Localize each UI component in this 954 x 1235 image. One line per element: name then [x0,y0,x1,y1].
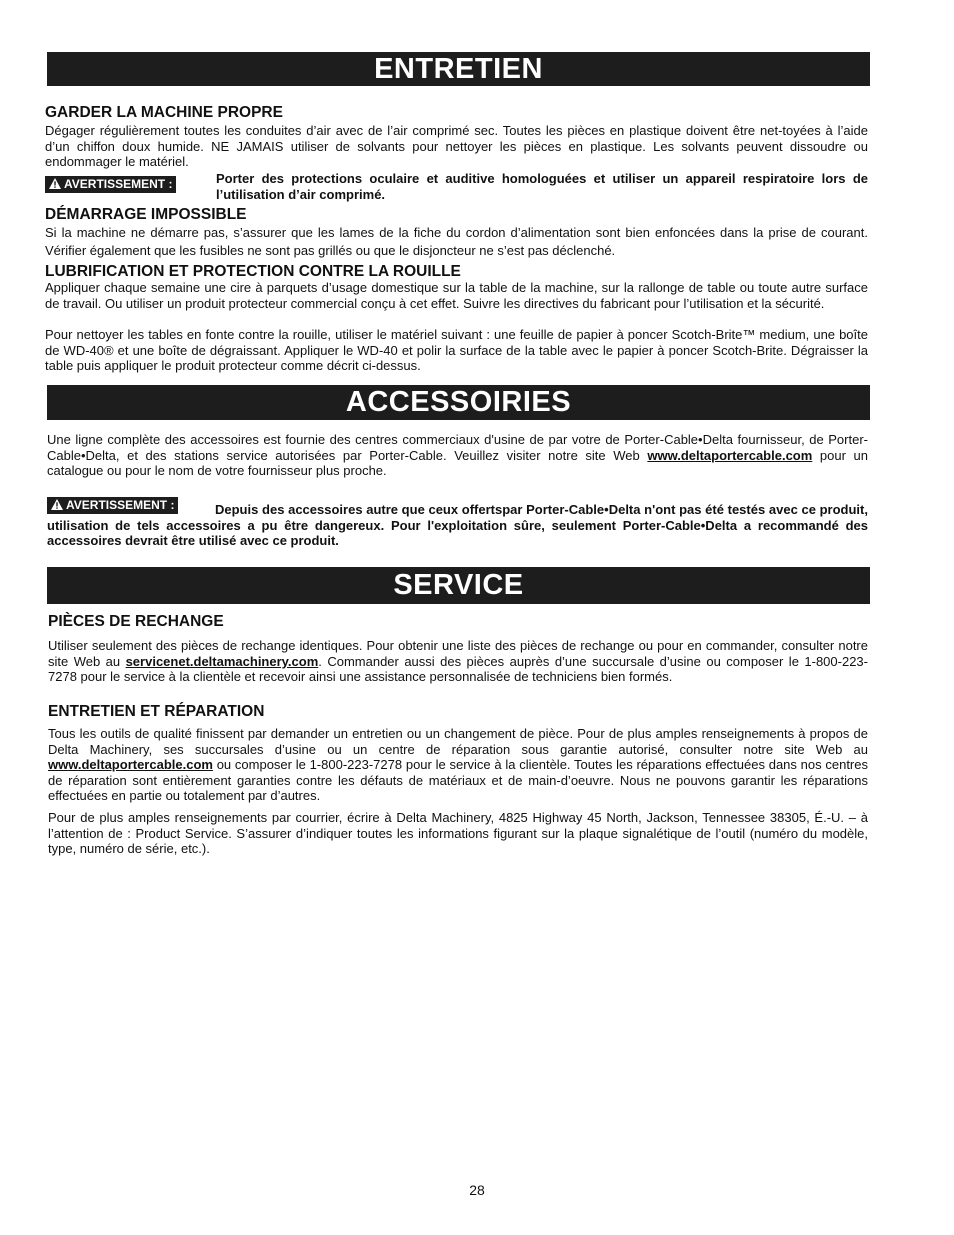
heading-lubrification: LUBRIFICATION ET PROTECTION CONTRE LA ROUILLE [45,263,461,280]
paragraph-entretien-reparation [48,726,868,804]
warning-badge-1 [45,176,176,193]
paragraph-accessoires [47,432,868,479]
section-banner-accessoires: ACCESSOIRIES [47,385,870,420]
section-banner-service: SERVICE [47,567,870,604]
heading-entretien-et-reparation: ENTRETIEN ET RÉPARATION [48,703,265,720]
paragraph-pieces-de-rechange [48,638,868,685]
link-servicenet[interactable]: servicenet.deltamachinery.com [125,653,319,669]
section-banner-entretien: ENTRETIEN [47,52,870,86]
paragraph-lubrification-2: Pour nettoyer les tables en fonte contre la rouille, utiliser le matériel suivant : une feuille de papier à poncer Scotch-Brite™ medium, une boîte de WD-40® et une boîte de dégraissant. Appliquer le WD-40 et polir la surface de la table avec le papier à poncer Scotch-Brite. Dégraisser la table puis appliquer le produit protecteur comme décrit ci-dessus. [45,327,868,374]
heading-demarrage-impossible: DÉMARRAGE IMPOSSIBLE [45,206,247,223]
text-fragment: Une ligne complète des accessoires est fournie des centres commerciaux d'usine de par votre de Porter-Cable•Delta fournisseur, de Porter-Cable•Delta, et des stations service autorisées par Porter-Cable. Veuillez visiter notre site Web [47,432,868,463]
link-deltaportercable-2[interactable]: www.deltaportercable.com [48,757,213,773]
page-number: 28 [469,1182,485,1198]
text-fragment: . Commander aussi des pièces auprès d’une succursale d’usine ou composer le 1-800-223-7278 pour le service à la clientèle et recevoir ainsi une assistance personnalisée de techniciens bien formés. [48,653,868,685]
text-fragment: ou composer le 1-800-223-7278 pour le service à la clientèle. Toutes les réparations effectuées dans nos centres de réparation sont entièrement garanties contre les défauts de matériaux et de main-d’oeuvre. Nous ne pouvons garantir les réparations effectuées en partie ou totalement par d’autres. [48,757,868,804]
link-deltaportercable[interactable]: www.deltaportercable.com [647,447,813,463]
text-fragment: Tous les outils de qualité finissent par demander un entretien ou un changement de pièce. Pour de plus amples renseignements à propos de Delta Machinery, ses succursales d’usine ou un centre de réparation sous garantie autorisé, consulter notre site Web au [48,726,868,757]
warning-text-compressed-air: Porter des protections oculaire et auditive homologuées et utiliser un appareil respiratoire lors de l’utilisation d’air comprimé. [216,171,868,202]
warning-triangle-icon [49,178,61,189]
heading-garder-machine-propre: GARDER LA MACHINE PROPRE [45,104,283,121]
heading-pieces-de-rechange: PIÈCES DE RECHANGE [48,613,224,630]
paragraph-demarrage-impossible: Si la machine ne démarre pas, s’assurer que les lames de la fiche du cordon d’alimentation sont bien enfoncées dans la prise de courant. Vérifier également que les fusibles ne sont pas grillés ou que le disjoncteur ne s’est pas déclenché. [45,225,868,258]
paragraph-garder-machine-propre: Dégager régulièrement toutes les conduites d’air avec de l’air comprimé sec. Toutes les pièces en plastique doivent être net-toyées à l’aide d’un chiffon doux humide. NE JAMAIS utiliser de solvants pour nettoyer les pièces en plastique. Les solvants peuvent dissoudre ou endommager le matériel. [45,123,868,170]
warning-label: AVERTISSEMENT : [64,177,173,191]
paragraph-lubrification-1: Appliquer chaque semaine une cire à parquets d’usage domestique sur la table de la machine, sur la rallonge de table ou toute autre surface de travail. Ou utiliser un produit protecteur commercial conçu à cet effet. Suivre les directives du fabricant pour l’utilisation et la sécurité. [45,280,868,311]
warning-text-accessoires: Depuis des accessoires autre que ceux offertspar Porter-Cable•Delta n'ont pas été testés avec ce produit, utilisation de tels accessoires a pu être dangereux. Pour l'exploitation sûre, seulement Porter-Cable•Delta a recommandé des accessoires devrait être utilisé avec ce produit. [47,502,868,549]
warning-label: AVERTISSEMENT : [66,498,175,512]
text-fragment: pour un catalogue ou pour le nom de votre fournisseur plus proche. [47,447,869,479]
paragraph-courrier: Pour de plus amples renseignements par courrier, écrire à Delta Machinery, 4825 Highway 45 North, Jackson, Tennessee 38305, É.-U. – à l’attention de : Product Service. S’assurer d’indiquer toutes les informations figurant sur la plaque signalétique de l’outil (numéro du modèle, type, numéro de série, etc.). [48,810,868,857]
text-fragment: Utiliser seulement des pièces de rechange identiques. Pour obtenir une liste des pièces de rechange ou pour en commander, consulter notre site Web au [48,638,868,669]
